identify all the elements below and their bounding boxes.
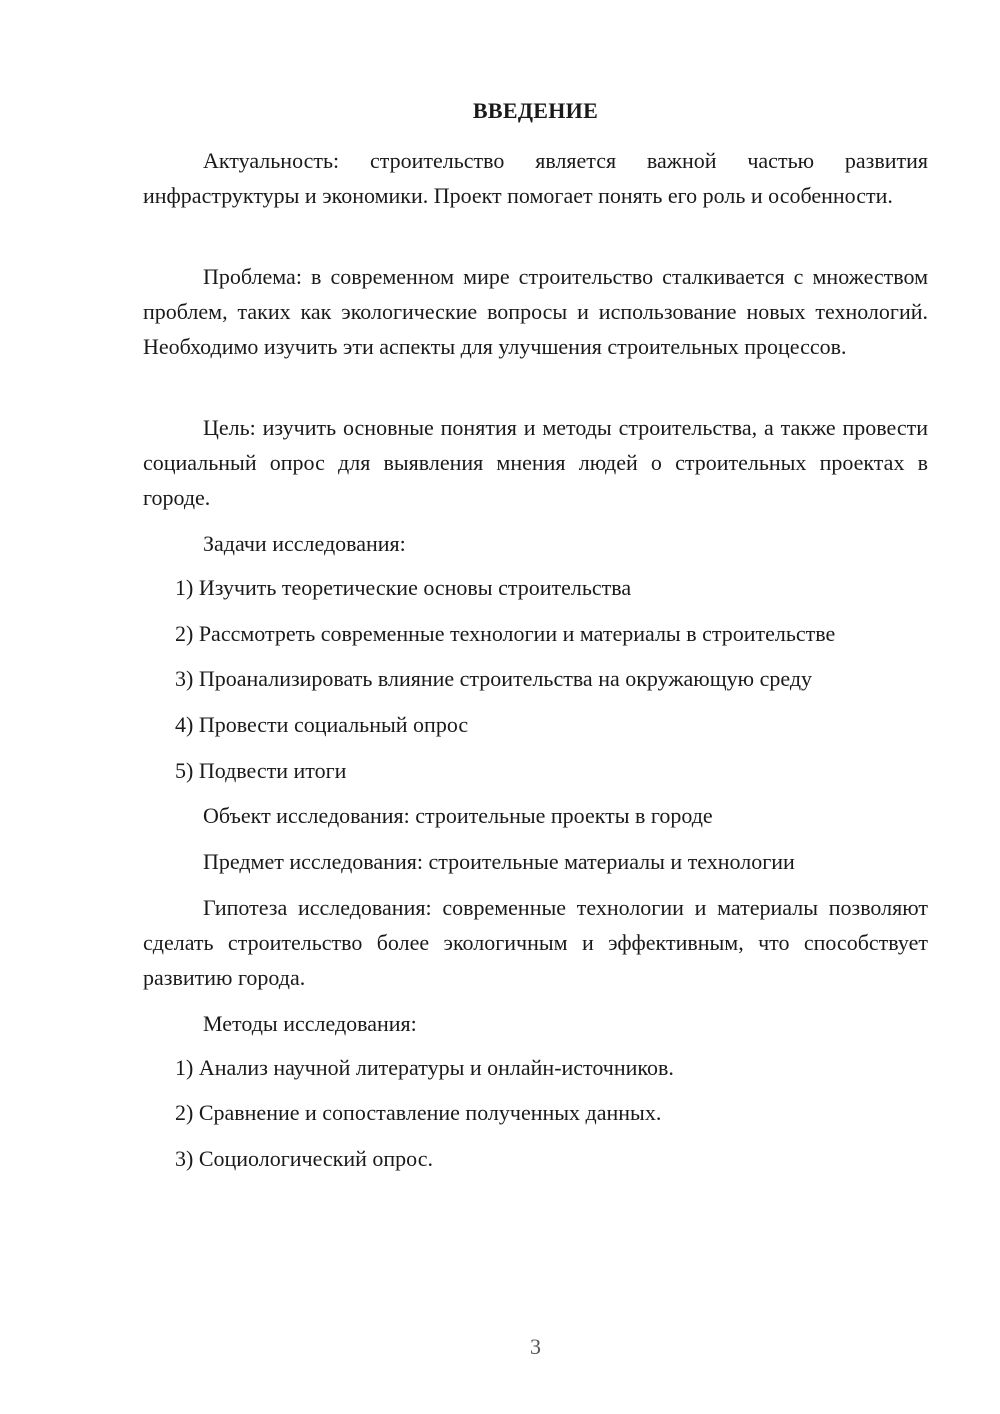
tasks-heading: Задачи исследования: <box>203 531 406 556</box>
research-object: Объект исследования: строительные проекты в городе <box>203 803 713 828</box>
task-item-3: 3) Проанализировать влияние строительства на окружающую среду <box>175 666 813 691</box>
task-item-1: 1) Изучить теоретические основы строительства <box>175 575 632 600</box>
hypothesis-paragraph: Гипотеза исследования: современные технологии и материалы позволяют сделать строительство более экологичным и эффективным, что способствует развитию города. <box>143 895 928 990</box>
goal-paragraph: Цель: изучить основные понятия и методы строительства, а также провести социальный опрос для выявления мнения людей о строительных проектах в городе. <box>143 415 928 510</box>
method-item-2: 2) Сравнение и сопоставление полученных данных. <box>175 1100 662 1125</box>
task-item-4: 4) Провести социальный опрос <box>175 712 469 737</box>
methods-heading: Методы исследования: <box>203 1011 417 1036</box>
page-title: ВВЕДЕНИЕ <box>472 98 599 123</box>
relevance-paragraph: Актуальность: строительство является важной частью развития инфраструктуры и экономики. Проект помогает понять его роль и особенности. <box>143 148 928 208</box>
research-subject: Предмет исследования: строительные материалы и технологии <box>203 849 795 874</box>
method-item-1: 1) Анализ научной литературы и онлайн-источников. <box>175 1055 674 1080</box>
page-number: 3 <box>530 1334 541 1359</box>
document-page <box>143 0 928 1414</box>
task-item-2: 2) Рассмотреть современные технологии и материалы в строительстве <box>175 621 836 646</box>
method-item-3: 3) Социологический опрос. <box>175 1146 433 1171</box>
problem-paragraph: Проблема: в современном мире строительство сталкивается с множеством проблем, таких как экологические вопросы и использование новых технологий. Необходимо изучить эти аспекты для улучшения строительных процессов. <box>143 264 928 359</box>
task-item-5: 5) Подвести итоги <box>175 758 347 783</box>
